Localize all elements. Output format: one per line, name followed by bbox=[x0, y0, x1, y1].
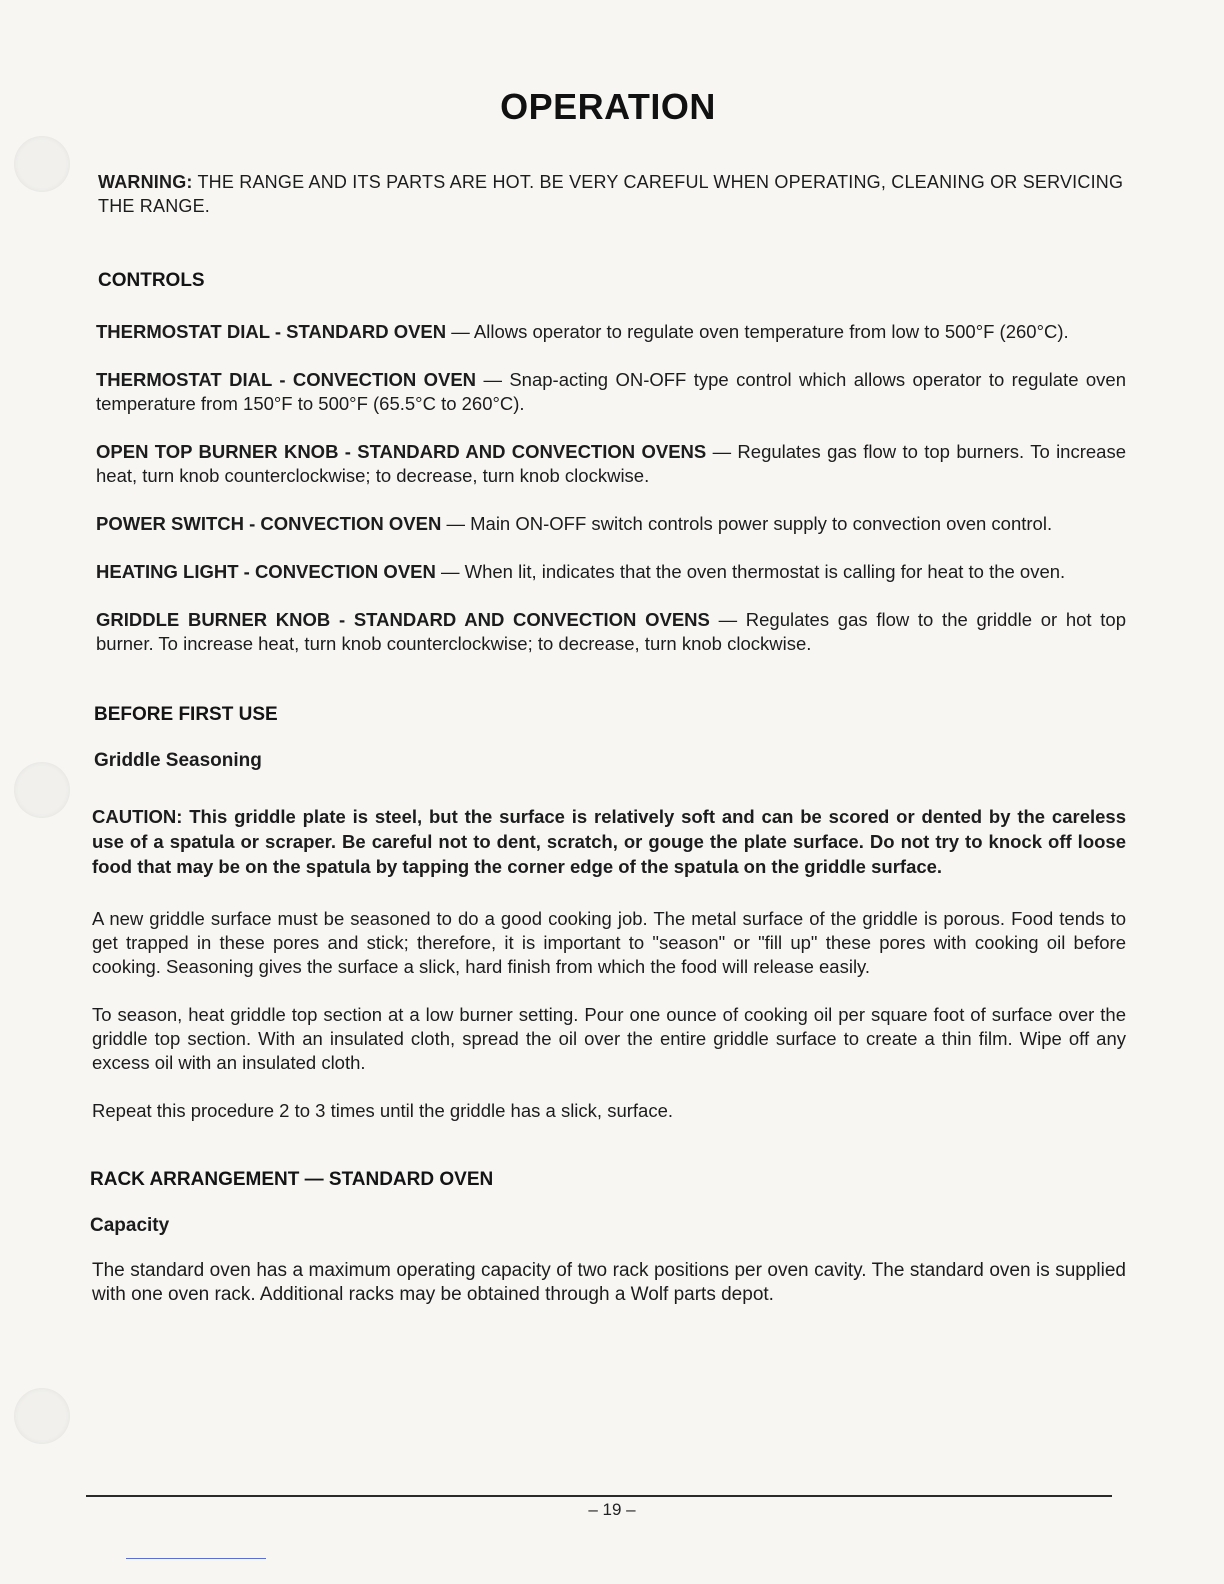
control-item bbox=[96, 320, 1126, 344]
page-number: – 19 – bbox=[588, 1500, 636, 1519]
punch-hole-bottom bbox=[14, 1388, 70, 1444]
rack-arrangement-heading: RACK ARRANGEMENT — STANDARD OVEN bbox=[90, 1169, 494, 1190]
document-page bbox=[90, 86, 1126, 1307]
seasoning-paragraph: A new griddle surface must be seasoned to do a good cooking job. The metal surface of the griddle is porous. Food tends to get trapped in these pores and stick; therefore, it is important to "season" or "fill up" these pores with cooking oil before cooking. Seasoning gives the surface a slick, hard finish from which the food will release easily. bbox=[92, 908, 1126, 977]
control-item bbox=[96, 608, 1126, 656]
warning-notice bbox=[98, 170, 1126, 218]
warning-label: WARNING: bbox=[98, 172, 193, 192]
punch-hole-top bbox=[14, 136, 70, 192]
griddle-seasoning-subheading: Griddle Seasoning bbox=[94, 750, 262, 771]
control-item bbox=[96, 512, 1126, 536]
control-term: POWER SWITCH - CONVECTION OVEN bbox=[96, 513, 442, 534]
controls-heading: CONTROLS bbox=[98, 270, 205, 291]
control-desc: — Regulates gas flow to the griddle or hot top burner. To increase heat, turn knob counterclockwise; to decrease, turn knob clockwise. bbox=[96, 609, 1126, 654]
control-term: THERMOSTAT DIAL - CONVECTION OVEN bbox=[96, 369, 477, 390]
control-desc: — When lit, indicates that the oven thermostat is calling for heat to the oven. bbox=[435, 561, 1066, 582]
control-item bbox=[96, 440, 1126, 488]
capacity-subheading: Capacity bbox=[90, 1215, 170, 1236]
seasoning-paragraph: Repeat this procedure 2 to 3 times until the griddle has a slick, surface. bbox=[92, 1100, 673, 1121]
control-item bbox=[96, 368, 1126, 416]
control-desc: — Allows operator to regulate oven temperature from low to 500°F (260°C). bbox=[446, 321, 1069, 342]
control-desc: — Regulates gas flow to top burners. To increase heat, turn knob counterclockwise; to decrease, turn knob clockwise. bbox=[96, 441, 1126, 486]
control-desc: — Main ON-OFF switch controls power supply to convection oven control. bbox=[441, 513, 1053, 534]
caution-notice: CAUTION: This griddle plate is steel, but the surface is relatively soft and can be scored or dented by the careless use of a spatula or scraper. Be careful not to dent, scratch, or gouge the plate surface. Do not try to knock off loose food that may be on the spatula by tapping the corner edge of the spatula on the griddle surface. bbox=[92, 806, 1126, 877]
control-term: GRIDDLE BURNER KNOB - STANDARD AND CONVECTION OVENS bbox=[96, 609, 710, 630]
capacity-paragraph: The standard oven has a maximum operating capacity of two rack positions per oven cavity. The standard oven is supplied with one oven rack. Additional racks may be obtained through a Wolf parts depot. bbox=[92, 1260, 1126, 1305]
warning-text: THE RANGE AND ITS PARTS ARE HOT. BE VERY CAREFUL WHEN OPERATING, CLEANING OR SERVICING THE RANGE. bbox=[98, 172, 1124, 216]
punch-hole-middle bbox=[14, 762, 70, 818]
page-title: OPERATION bbox=[500, 86, 716, 127]
control-item bbox=[96, 560, 1126, 584]
scan-edge-mark bbox=[126, 1558, 266, 1559]
seasoning-paragraph: To season, heat griddle top section at a low burner setting. Pour one ounce of cooking oil per square foot of surface over the griddle top section. With an insulated cloth, spread the oil over the entire griddle surface to create a thin film. Wipe off any excess oil with an insulated cloth. bbox=[92, 1004, 1126, 1073]
control-term: THERMOSTAT DIAL - STANDARD OVEN bbox=[96, 321, 447, 342]
control-term: OPEN TOP BURNER KNOB - STANDARD AND CONVECTION OVENS bbox=[96, 441, 707, 462]
control-desc: — Snap-acting ON-OFF type control which allows operator to regulate oven temperature from 150°F to 500°F (65.5°C to 260°C). bbox=[96, 369, 1126, 414]
control-term: HEATING LIGHT - CONVECTION OVEN bbox=[96, 561, 436, 582]
footer-divider bbox=[86, 1495, 1112, 1497]
before-first-use-heading: BEFORE FIRST USE bbox=[94, 704, 278, 725]
